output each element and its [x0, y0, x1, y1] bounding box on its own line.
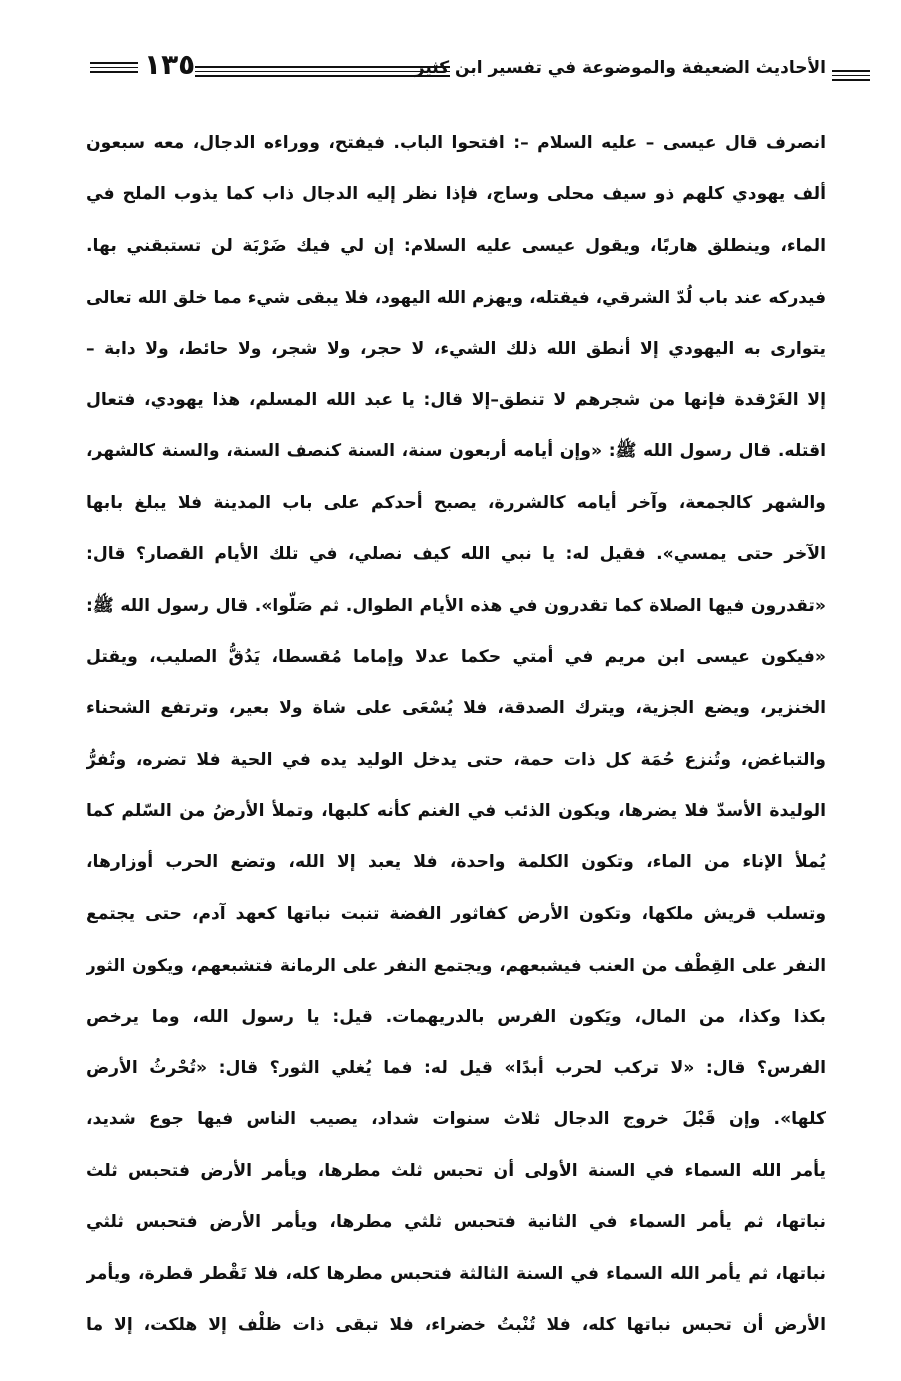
text-line: والتباغض، وتُنزع حُمَة كل ذات حمة، حتى يدخل الوليد يده في الحية فلا تضره، وتُفرُّ: [86, 749, 826, 770]
text-line: انصرف قال عيسى – عليه السلام –: افتحوا الباب. فيفتح، ووراءه الدجال، معه سبعون: [86, 133, 826, 153]
header-rule-right: [832, 70, 870, 81]
page-number: ١٣٥: [144, 48, 196, 81]
text-line: فيدركه عند باب لُدّ الشرقي، فيقتله، ويهزم الله اليهود، فلا يبقى شيء مما خلق الله تعالى: [86, 287, 826, 308]
text-line: النفر على القِطْف من العنب فيشبعهم، ويجتمع النفر على الرمانة فتشبعهم، ويكون الثور: [86, 955, 826, 976]
body-text: [86, 126, 826, 1359]
text-line: الآخر حتى يمسي». فقيل له: يا نبي الله كيف نصلي، في تلك الأيام القصار؟ قال:: [86, 544, 826, 565]
text-line: «تقدرون فيها الصلاة كما تقدرون في هذه الأيام الطوال. ثم صَلّوا». قال رسول الله ﷺ:: [86, 595, 826, 616]
text-line: الفرس؟ قال: «لا تركب لحرب أبدًا» قيل له: فما يُغلي الثور؟ قال: «تُحْرثُ الأرض: [86, 1058, 826, 1079]
text-line: والشهر كالجمعة، وآخر أيامه كالشررة، يصبح أحدكم على باب المدينة فلا يبلغ بابها: [86, 492, 826, 513]
header-rule-middle: [195, 66, 450, 77]
text-line: الأرض أن تحبس نباتها كله، فلا تُنْبتُ خضراء، فلا تبقى ذات ظلْف إلا هلكت، إلا ما: [86, 1314, 826, 1335]
text-line: ألف يهودي كلهم ذو سيف محلى وساج، فإذا نظر إليه الدجال ذاب كما يذوب الملح في: [86, 184, 826, 205]
text-line: الوليدة الأسدّ فلا يضرها، ويكون الذئب في الغنم كأنه كلبها، وتملأ الأرضُ من السّلم كما: [86, 801, 826, 822]
text-line: نباتها، ثم يأمر الله السماء في السنة الثالثة فتحبس مطرها كله، فلا تَقْطر قطرة، ويأمر: [86, 1263, 826, 1284]
text-line: وتسلب قريش ملكها، وتكون الأرض كفاثور الفضة تنبت نباتها كعهد آدم، حتى يجتمع: [86, 903, 826, 924]
text-line: بكذا وكذا، من المال، ويَكون الفرس بالدريهمات. قيل: يا رسول الله، وما يرخص: [86, 1006, 826, 1027]
text-line: اقتله. قال رسول الله ﷺ: «وإن أيامه أربعون سنة، السنة كنصف السنة، والسنة كالشهر،: [86, 441, 826, 462]
text-line: الخنزير، ويضع الجزية، ويترك الصدقة، فلا يُسْعَى على شاة ولا بعير، وترتفع الشحناء: [86, 698, 826, 719]
text-line: يتوارى به اليهودي إلا أنطق الله ذلك الشيء، لا حجر، ولا شجر، ولا حائط، ولا دابة –: [86, 338, 826, 359]
text-line: كلها». وإن قَبْلَ خروج الدجال ثلاث سنوات شداد، يصيب الناس فيها جوع شديد،: [86, 1109, 826, 1130]
header-title: الأحاديث الضعيفة والموضوعة في تفسير ابن كثير: [414, 58, 826, 78]
text-line: الماء، وينطلق هاربًا، ويقول عيسى عليه السلام: إن لي فيك ضَرْبَة لن تستبقني بها.: [86, 235, 826, 256]
text-line: يُملأ الإناء من الماء، وتكون الكلمة واحدة، فلا يعبد إلا الله، وتضع الحرب أوزارها،: [86, 852, 826, 873]
text-line: «فيكون عيسى ابن مريم في أمتي حكما عدلا وإماما مُقسطا، يَدُقُّ الصليب، ويقتل: [86, 646, 826, 667]
running-header: [90, 48, 870, 96]
text-line: يأمر الله السماء في السنة الأولى أن تحبس ثلث مطرها، ويأمر الأرض فتحبس ثلث: [86, 1160, 826, 1181]
text-line: إلا الغَرْقدة فإنها من شجرهم لا تنطق–إلا قال: يا عبد الله المسلم، هذا يهودي، فتعال: [86, 389, 826, 410]
header-rule-left: [90, 62, 138, 73]
text-line: نباتها، ثم يأمر السماء في الثانية فتحبس ثلثي مطرها، ويأمر الأرض فتحبس ثلثي: [86, 1212, 826, 1233]
